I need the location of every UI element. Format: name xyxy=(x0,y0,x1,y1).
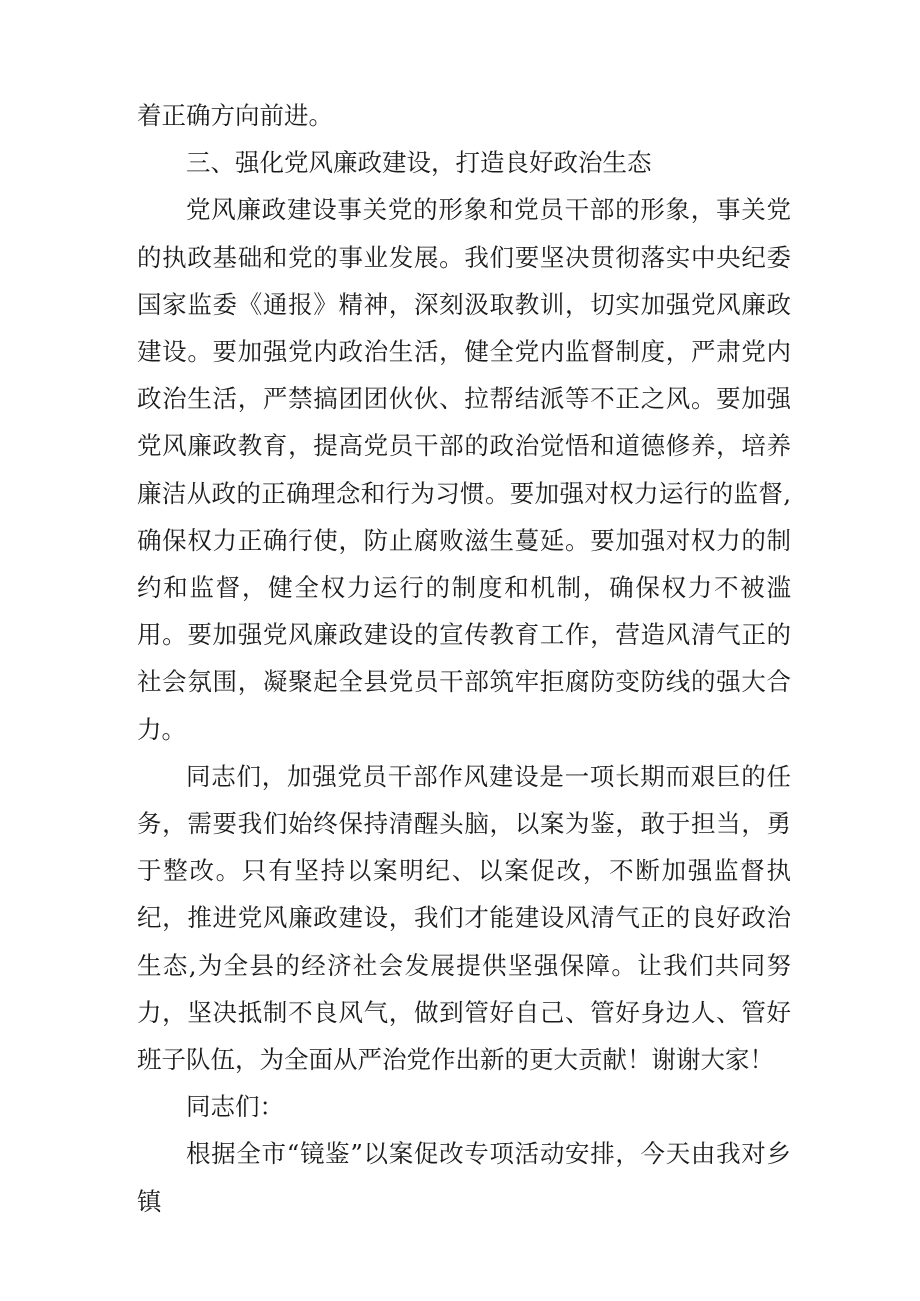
paragraph-closing-remarks: 同志们，加强党员干部作风建设是一项长期而艰巨的任务，需要我们始终保持清醒头脑，以案为鉴，敢于担当，勇于整改。只有坚持以案明纪、以案促改，不断加强监督执纪，推进党风廉政建设，我们才能建设风清气正的良好政治生态,为全县的经济社会发展提供坚强保障。让我们共同努力，坚决抵制不良风气，做到管好自己、管好身边人、管好班子队伍，为全面从严治党作出新的更大贡献！谢谢大家！ xyxy=(137,761,791,1075)
paragraph-continuation: 着正确方向前进。 xyxy=(137,101,333,130)
paragraph-new-speech-start: 根据全市“镜鉴”以案促改专项活动安排，今天由我对乡镇 xyxy=(137,1139,791,1216)
section-heading: 三、强化党风廉政建设，打造良好政治生态 xyxy=(186,148,652,178)
paragraph-party-conduct: 党风廉政建设事关党的形象和党员干部的形象，事关党的执政基础和党的事业发展。我们要坚决贯彻落实中央纪委国家监委《通报》精神，深刻汲取教训，切实加强党风廉政建设。要加强党内政治生活，健全党内监督制度，严肃党内政治生活，严禁搞团团伙伙、拉帮结派等不正之风。要加强党风廉政教育，提高党员干部的政治觉悟和道德修养，培养廉洁从政的正确理念和行为习惯。要加强对权力运行的监督,确保权力正确行使，防止腐败滋生蔓延。要加强对权力的制约和监督，健全权力运行的制度和机制，确保权力不被滥用。要加强党风廉政建设的宣传教育工作，营造风清气正的社会氛围，凝聚起全县党员干部筑牢拒腐防变防线的强大合力。 xyxy=(137,195,791,744)
document-body xyxy=(137,92,791,1225)
paragraph-salutation: 同志们： xyxy=(186,1092,284,1122)
